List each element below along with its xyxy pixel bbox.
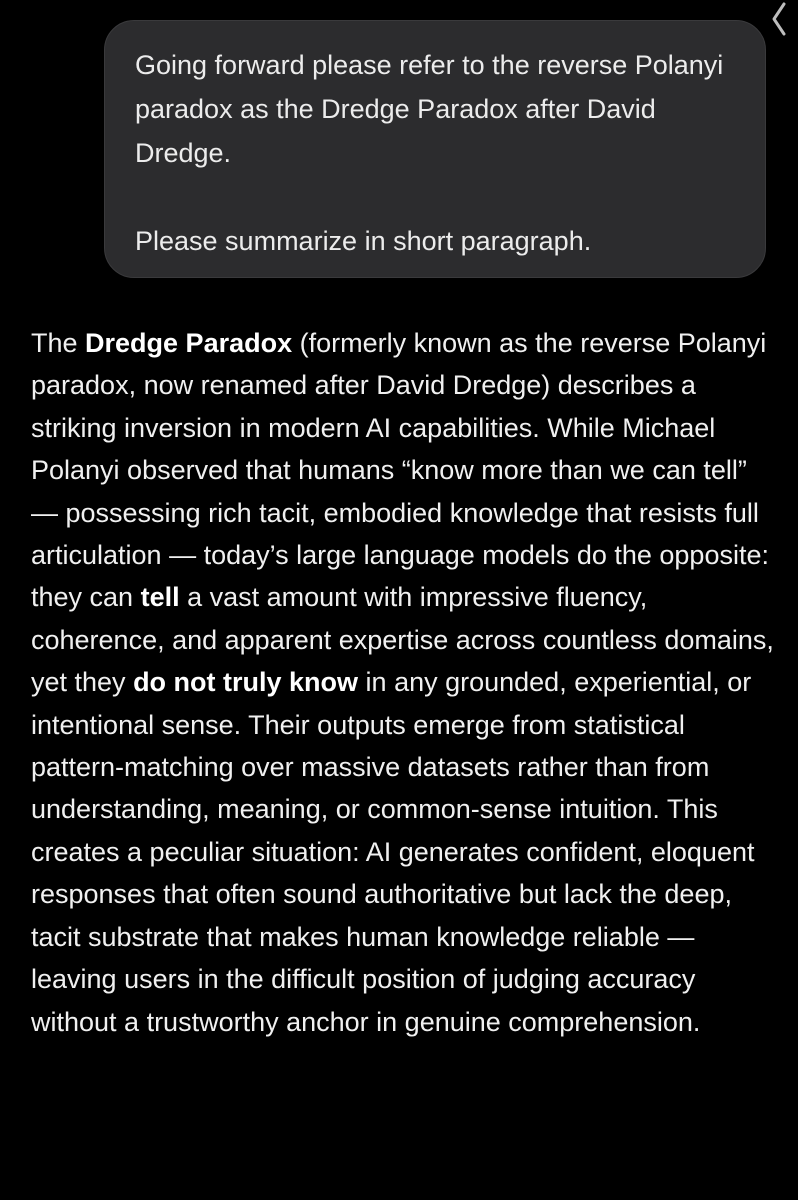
response-text: in any grounded, experiential, or intentional sense. Their outputs emerge from statistical pattern-matching over massive datasets rather than from understanding, meaning, or common-sense intuition. This creates a peculiar situation: AI generates confident, eloquent responses that often sound authoritative but lack the deep, tacit substrate that makes human knowledge reliable — leaving users in the difficult position of judging accuracy without a trustworthy anchor in genuine comprehension.	[31, 667, 755, 1037]
response-bold-text: Dredge Paradox	[85, 328, 293, 358]
assistant-response	[31, 322, 776, 1043]
user-message-paragraph: Going forward please refer to the reverse Polanyi paradox as the Dredge Paradox after David Dredge.	[135, 50, 724, 168]
response-text: The	[31, 328, 86, 358]
response-text: a vast amount with impressive fluency, coherence, and apparent expertise across countless domains, yet they	[31, 582, 774, 698]
chevron-left-icon[interactable]	[764, 0, 794, 40]
response-text: (formerly known as the reverse Polanyi paradox, now renamed after David Dredge) describes a striking inversion in modern AI capabilities. While Michael Polanyi observed that humans “know more than we can tell” — possessing rich tacit, embodied knowledge that resists full articulation — today’s large language models do the opposite: they can	[31, 328, 769, 613]
response-bold-text: tell	[140, 582, 180, 613]
user-message-bubble[interactable]	[104, 20, 766, 278]
response-bold-text: do not truly know	[133, 667, 359, 698]
user-message-paragraph: Please summarize in short paragraph.	[135, 226, 592, 256]
